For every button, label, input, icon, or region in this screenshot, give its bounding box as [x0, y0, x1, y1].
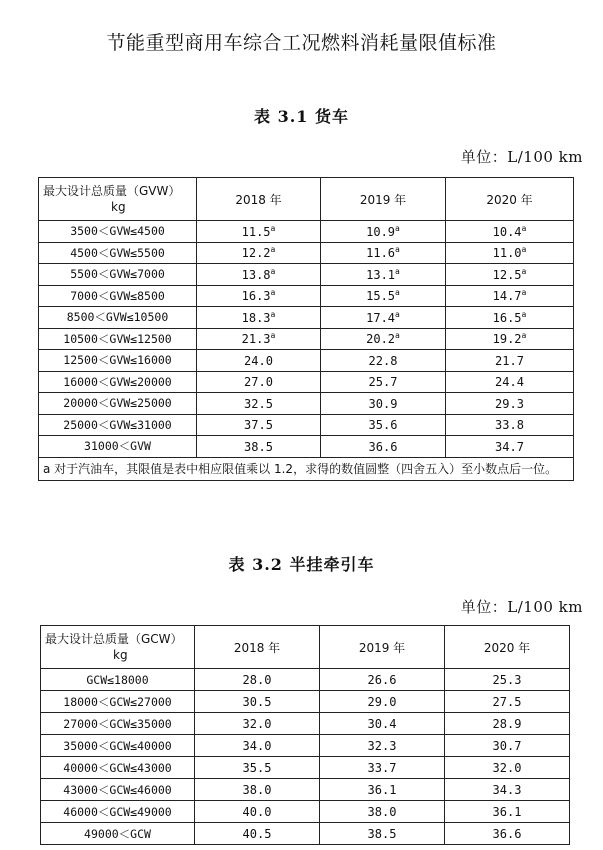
limit-value-text: 25.7	[368, 375, 398, 390]
table1-header-mass-unit: kg	[111, 200, 126, 214]
footnote-mark: a	[270, 223, 276, 233]
limit-value-text: 32.0	[242, 716, 272, 731]
footnote-mark: a	[395, 309, 400, 319]
mass-range-cell: 20000＜GVW≤25000	[39, 393, 197, 415]
limit-value-text: 25.3	[492, 672, 522, 687]
limit-value-2019	[320, 779, 445, 801]
tractor-limits-table	[40, 625, 570, 845]
limit-value-text: 40.0	[242, 804, 272, 819]
limit-value-2018	[197, 393, 321, 415]
table-row	[39, 307, 574, 329]
limit-value-2018	[197, 414, 321, 436]
limit-value-2019	[320, 669, 445, 691]
limit-value-text: 16.5	[492, 310, 522, 325]
limit-value-2020	[446, 414, 574, 436]
limit-value-2018	[197, 350, 321, 372]
limit-value-2020	[445, 823, 570, 845]
mass-range-cell: 18000＜GCW≤27000	[41, 691, 195, 713]
limit-value-text: 27.5	[492, 694, 522, 709]
limit-value-text: 28.0	[242, 672, 272, 687]
limit-value-2019	[320, 735, 445, 757]
limit-value-text: 26.6	[367, 672, 397, 687]
table-row	[39, 371, 574, 393]
table-row	[39, 221, 574, 243]
limit-value-text: 17.4	[366, 310, 396, 325]
mass-range-cell: GCW≤18000	[41, 669, 195, 691]
table1-header-2018: 2018 年	[197, 178, 321, 221]
limit-value-2020	[445, 779, 570, 801]
table2-title: 表 3.2 半挂牵引车	[228, 555, 375, 574]
limit-value-2018	[197, 221, 321, 243]
table-row	[39, 328, 574, 350]
table-row	[41, 801, 570, 823]
limit-value-2020	[445, 691, 570, 713]
limit-value-2018	[197, 436, 321, 458]
limit-value-text: 12.2	[241, 246, 271, 261]
limit-value-text: 36.1	[492, 804, 522, 819]
footnote-mark: a	[270, 245, 276, 255]
limit-value-2019	[320, 801, 445, 823]
limit-value-text: 19.2	[492, 332, 522, 347]
table-row	[41, 735, 570, 757]
limit-value-text: 36.1	[367, 782, 397, 797]
table1-footnote: a 对于汽油车，其限值是表中相应限值乘以 1.2，求得的数值圆整（四舍五入）至小数点后一位。	[39, 457, 574, 480]
mass-range-cell: 31000＜GVW	[39, 436, 197, 458]
limit-value-text: 34.7	[495, 439, 524, 454]
table1-header-mass-label: 最大设计总质量（GVW）	[43, 184, 181, 198]
limit-value-2019	[321, 221, 446, 243]
document-title: 节能重型商用车综合工况燃料消耗量限值标准	[106, 32, 497, 54]
limit-value-text: 21.3	[241, 332, 271, 347]
mass-range-cell: 16000＜GVW≤20000	[39, 371, 197, 393]
limit-value-text: 18.3	[241, 310, 271, 325]
limit-value-text: 38.5	[367, 826, 397, 841]
table1-unit: 单位：L/100 km	[460, 148, 583, 166]
footnote-mark: a	[395, 331, 400, 341]
table-row	[39, 285, 574, 307]
limit-value-2019	[321, 414, 446, 436]
table1-header-row	[39, 178, 574, 221]
limit-value-text: 38.0	[242, 782, 272, 797]
limit-value-text: 13.1	[366, 267, 396, 282]
limit-value-2020	[446, 328, 574, 350]
table-row	[41, 779, 570, 801]
table-row	[39, 242, 574, 264]
mass-range-cell: 40000＜GCW≤43000	[41, 757, 195, 779]
table-row	[39, 436, 574, 458]
limit-value-2018	[195, 735, 320, 757]
limit-value-text: 36.6	[492, 826, 522, 841]
mass-range-cell: 4500＜GVW≤5500	[39, 242, 197, 264]
limit-value-2019	[321, 307, 446, 329]
mass-range-cell: 12500＜GVW≤16000	[39, 350, 197, 372]
mass-range-cell: 5500＜GVW≤7000	[39, 264, 197, 286]
limit-value-text: 27.0	[244, 375, 273, 390]
footnote-mark: a	[521, 288, 527, 298]
limit-value-text: 11.6	[366, 246, 396, 261]
limit-value-text: 34.0	[242, 738, 272, 753]
limit-value-2019	[321, 242, 446, 264]
footnote-mark: a	[521, 331, 527, 341]
limit-value-2020	[445, 735, 570, 757]
footnote-mark: a	[270, 331, 276, 341]
table-row	[39, 414, 574, 436]
limit-value-text: 30.9	[368, 396, 398, 411]
footnote-mark: a	[521, 309, 527, 319]
mass-range-cell: 7000＜GVW≤8500	[39, 285, 197, 307]
mass-range-cell: 27000＜GCW≤35000	[41, 713, 195, 735]
limit-value-2018	[195, 757, 320, 779]
mass-range-cell: 10500＜GVW≤12500	[39, 328, 197, 350]
limit-value-text: 20.2	[366, 332, 396, 347]
table-row	[41, 691, 570, 713]
limit-value-text: 10.9	[366, 224, 396, 239]
limit-value-2020	[445, 713, 570, 735]
table2-header-row	[41, 626, 570, 669]
footnote-mark: a	[270, 266, 276, 276]
limit-value-2018	[197, 242, 321, 264]
limit-value-2018	[197, 264, 321, 286]
limit-value-text: 24.4	[495, 375, 524, 390]
limit-value-text: 38.0	[367, 804, 397, 819]
mass-range-cell: 8500＜GVW≤10500	[39, 307, 197, 329]
footnote-mark: a	[521, 245, 527, 255]
footnote-mark: a	[395, 245, 400, 255]
limit-value-2018	[195, 801, 320, 823]
table2-header-2020: 2020 年	[445, 626, 570, 669]
limit-value-2019	[320, 713, 445, 735]
mass-range-cell: 35000＜GCW≤40000	[41, 735, 195, 757]
limit-value-text: 24.0	[244, 353, 273, 368]
limit-value-text: 32.5	[244, 396, 273, 411]
limit-value-text: 21.7	[495, 353, 524, 368]
limit-value-2018	[197, 371, 321, 393]
limit-value-2019	[320, 757, 445, 779]
limit-value-2020	[446, 221, 574, 243]
truck-limits-table	[38, 177, 574, 481]
limit-value-2019	[321, 264, 446, 286]
limit-value-text: 30.5	[242, 694, 272, 709]
limit-value-text: 16.3	[241, 289, 271, 304]
limit-value-2019	[320, 823, 445, 845]
table-row	[41, 823, 570, 845]
limit-value-text: 14.7	[492, 289, 522, 304]
limit-value-2018	[195, 823, 320, 845]
footnote-mark: a	[270, 309, 276, 319]
limit-value-text: 34.3	[492, 782, 522, 797]
limit-value-2020	[446, 285, 574, 307]
limit-value-text: 10.4	[492, 224, 522, 239]
mass-range-cell: 43000＜GCW≤46000	[41, 779, 195, 801]
table-row	[41, 669, 570, 691]
limit-value-text: 30.7	[492, 738, 522, 753]
table1-header-2019: 2019 年	[321, 178, 446, 221]
limit-value-2019	[321, 436, 446, 458]
limit-value-text: 11.0	[492, 246, 522, 261]
footnote-mark: a	[521, 266, 527, 276]
limit-value-text: 33.7	[367, 760, 397, 775]
limit-value-2020	[445, 801, 570, 823]
limit-value-2018	[195, 779, 320, 801]
limit-value-2019	[321, 371, 446, 393]
limit-value-2020	[446, 436, 574, 458]
footnote-mark: a	[395, 288, 400, 298]
footnote-mark: a	[521, 223, 527, 233]
table2-header-2018: 2018 年	[195, 626, 320, 669]
footnote-mark: a	[395, 223, 400, 233]
table2-header-2019: 2019 年	[320, 626, 445, 669]
limit-value-text: 40.5	[242, 826, 272, 841]
limit-value-2018	[197, 285, 321, 307]
limit-value-text: 38.5	[244, 439, 273, 454]
limit-value-text: 33.8	[495, 418, 524, 433]
limit-value-2020	[446, 242, 574, 264]
limit-value-text: 32.0	[492, 760, 522, 775]
limit-value-2020	[446, 307, 574, 329]
mass-range-cell: 49000＜GCW	[41, 823, 195, 845]
limit-value-text: 28.9	[492, 716, 522, 731]
limit-value-text: 12.5	[492, 267, 522, 282]
limit-value-2019	[321, 350, 446, 372]
limit-value-text: 13.8	[241, 267, 271, 282]
table2-unit: 单位：L/100 km	[460, 598, 583, 616]
limit-value-2020	[445, 757, 570, 779]
footnote-row	[39, 457, 574, 480]
limit-value-2020	[446, 393, 574, 415]
limit-value-text: 35.6	[368, 418, 398, 433]
footnote-mark: a	[395, 266, 400, 276]
limit-value-2019	[321, 285, 446, 307]
mass-range-cell: 25000＜GVW≤31000	[39, 414, 197, 436]
limit-value-2018	[197, 328, 321, 350]
limit-value-2018	[195, 713, 320, 735]
limit-value-text: 22.8	[368, 353, 398, 368]
limit-value-2019	[321, 328, 446, 350]
table2-header-mass-unit: kg	[113, 648, 128, 662]
limit-value-text: 29.3	[495, 396, 524, 411]
limit-value-text: 32.3	[367, 738, 397, 753]
limit-value-text: 11.5	[241, 224, 271, 239]
limit-value-2018	[197, 307, 321, 329]
limit-value-2020	[445, 669, 570, 691]
limit-value-2018	[195, 669, 320, 691]
limit-value-2019	[321, 393, 446, 415]
limit-value-2020	[446, 371, 574, 393]
table-row	[39, 264, 574, 286]
limit-value-text: 35.5	[242, 760, 272, 775]
table1-header-2020: 2020 年	[446, 178, 574, 221]
table1-title: 表 3.1 货车	[254, 107, 349, 126]
limit-value-text: 36.6	[368, 439, 398, 454]
table1-header-mass	[39, 178, 197, 221]
table2-header-mass	[41, 626, 195, 669]
limit-value-text: 30.4	[367, 716, 397, 731]
limit-value-2020	[446, 264, 574, 286]
limit-value-text: 37.5	[244, 418, 273, 433]
table-row	[41, 713, 570, 735]
limit-value-2020	[446, 350, 574, 372]
table-row	[39, 393, 574, 415]
limit-value-2019	[320, 691, 445, 713]
limit-value-2018	[195, 691, 320, 713]
table-row	[39, 350, 574, 372]
footnote-mark: a	[270, 288, 276, 298]
table2-header-mass-label: 最大设计总质量（GCW）	[45, 632, 183, 646]
mass-range-cell: 3500＜GVW≤4500	[39, 221, 197, 243]
mass-range-cell: 46000＜GCW≤49000	[41, 801, 195, 823]
limit-value-text: 29.0	[367, 694, 397, 709]
limit-value-text: 15.5	[366, 289, 396, 304]
table-row	[41, 757, 570, 779]
